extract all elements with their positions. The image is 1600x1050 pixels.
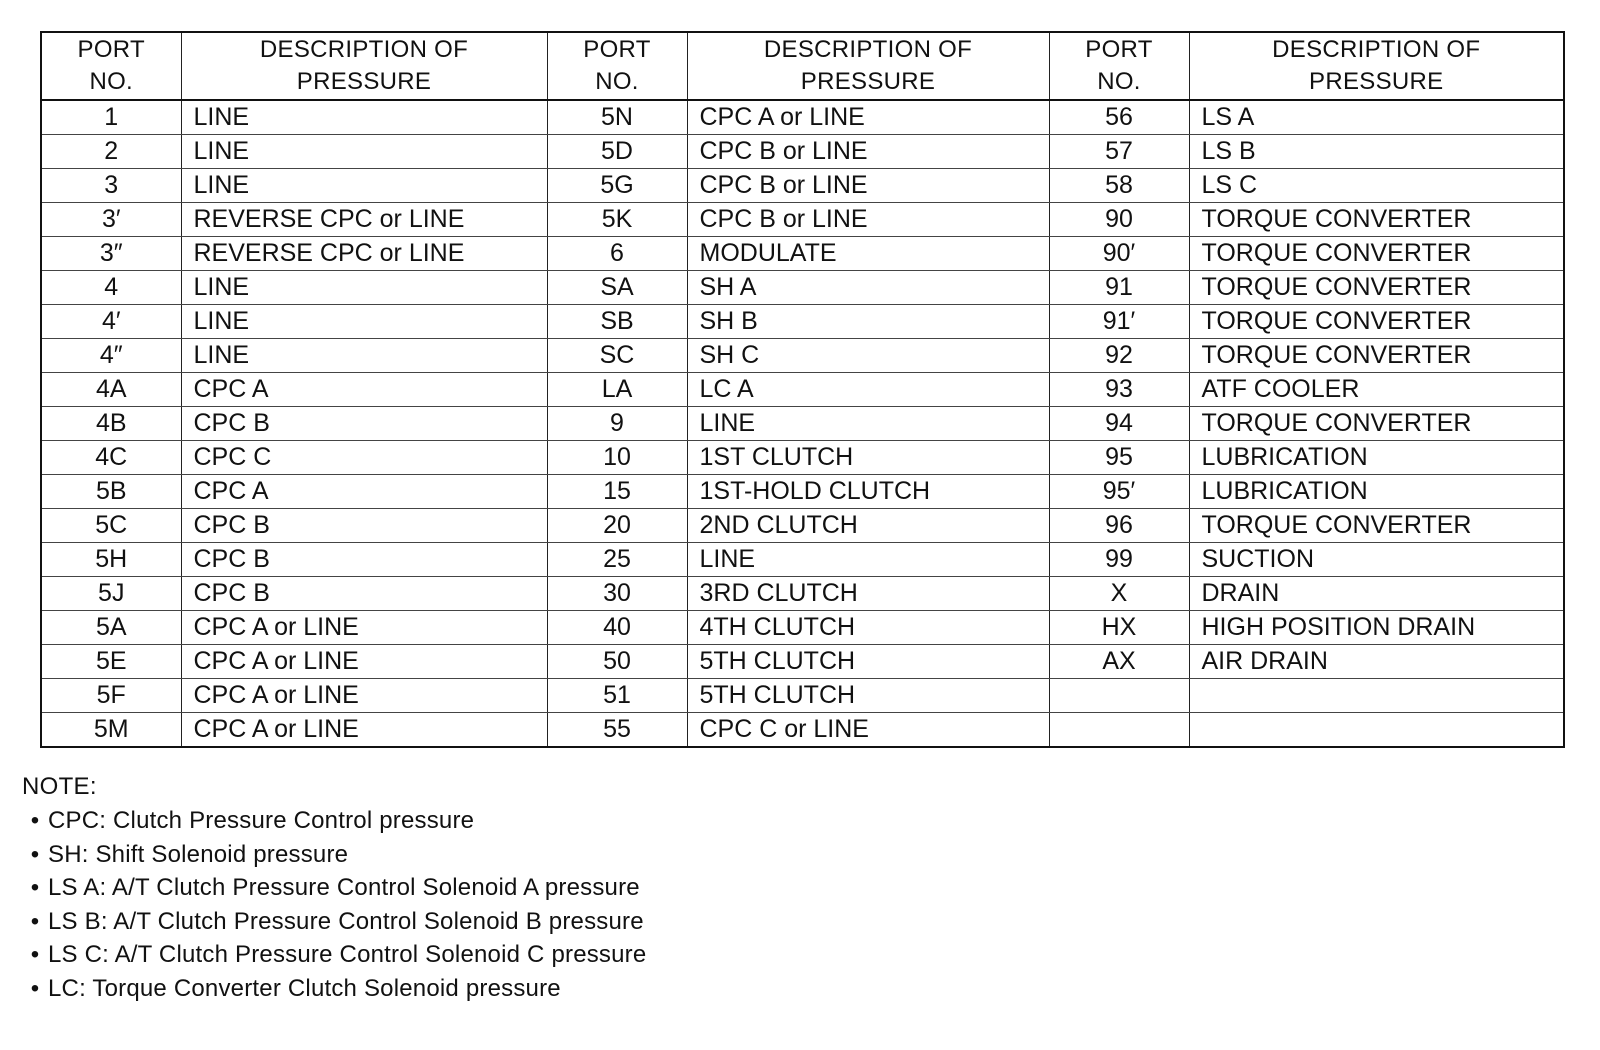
note-item: [22, 804, 1022, 838]
header-port-no-3: PORT NO.: [1049, 32, 1189, 100]
pressure-description-cell: CPC B: [181, 577, 547, 611]
note-item: [22, 972, 1022, 1006]
port-number-cell: SC: [547, 339, 687, 373]
pressure-description-cell: LS B: [1189, 135, 1564, 169]
port-number-cell: 4B: [41, 407, 181, 441]
header-description-1: DESCRIPTION OF PRESSURE: [181, 32, 547, 100]
pressure-description-cell: 1ST CLUTCH: [687, 441, 1049, 475]
note-text: LS C: A/T Clutch Pressure Control Solenoid C pressure: [48, 941, 647, 968]
pressure-description-cell: SH B: [687, 305, 1049, 339]
pressure-description-cell: REVERSE CPC or LINE: [181, 203, 547, 237]
note-text: LC: Torque Converter Clutch Solenoid pressure: [48, 974, 561, 1002]
pressure-description-cell: REVERSE CPC or LINE: [181, 237, 547, 271]
port-number-cell: 5N: [547, 100, 687, 135]
table-row: [41, 339, 1564, 373]
pressure-description-cell: TORQUE CONVERTER: [1189, 271, 1564, 305]
table-row: [41, 271, 1564, 305]
port-number-cell: 10: [547, 441, 687, 475]
pressure-description-cell: CPC A or LINE: [181, 713, 547, 748]
port-number-cell: 3″: [41, 237, 181, 271]
pressure-description-cell: 2ND CLUTCH: [687, 509, 1049, 543]
table-row: [41, 679, 1564, 713]
note-item: [22, 871, 1022, 905]
port-number-cell: LA: [547, 373, 687, 407]
note-item: [22, 905, 1022, 939]
port-number-cell: 4C: [41, 441, 181, 475]
bullet-icon: •: [30, 941, 40, 968]
pressure-description-cell: CPC A or LINE: [181, 611, 547, 645]
pressure-description-cell: CPC A or LINE: [687, 100, 1049, 135]
port-number-cell: HX: [1049, 611, 1189, 645]
port-number-cell: 40: [547, 611, 687, 645]
table-row: [41, 407, 1564, 441]
port-number-cell: 3: [41, 169, 181, 203]
pressure-description-cell: CPC A: [181, 373, 547, 407]
pressure-description-cell: LUBRICATION: [1189, 441, 1564, 475]
port-number-cell: 2: [41, 135, 181, 169]
note-text: CPC: Clutch Pressure Control pressure: [48, 807, 475, 834]
port-number-cell: AX: [1049, 645, 1189, 679]
port-number-cell: 94: [1049, 407, 1189, 441]
pressure-description-cell: MODULATE: [687, 237, 1049, 271]
port-number-cell: 4: [41, 271, 181, 305]
table-row: [41, 543, 1564, 577]
table-header-row: [41, 32, 1564, 100]
header-port-no-2: PORT NO.: [547, 32, 687, 100]
pressure-description-cell: LINE: [687, 407, 1049, 441]
port-number-cell: 1: [41, 100, 181, 135]
pressure-description-cell: ATF COOLER: [1189, 373, 1564, 407]
port-number-cell: 5M: [41, 713, 181, 748]
pressure-description-cell: CPC C or LINE: [687, 713, 1049, 748]
pressure-description-cell: CPC B or LINE: [687, 135, 1049, 169]
note-text: LS A: A/T Clutch Pressure Control Solenoid A pressure: [48, 874, 640, 901]
pressure-description-cell: CPC B or LINE: [687, 203, 1049, 237]
pressure-description-cell: CPC A or LINE: [181, 645, 547, 679]
pressure-description-cell: LINE: [181, 339, 547, 373]
table-row: [41, 509, 1564, 543]
table-row: [41, 475, 1564, 509]
pressure-description-cell: CPC B: [181, 509, 547, 543]
port-number-cell: 5F: [41, 679, 181, 713]
note-item: [22, 938, 1022, 972]
bullet-icon: •: [30, 974, 40, 1002]
port-number-cell: 90′: [1049, 237, 1189, 271]
port-number-cell: 96: [1049, 509, 1189, 543]
port-number-cell: 50: [547, 645, 687, 679]
pressure-description-cell: CPC B: [181, 407, 547, 441]
port-number-cell: 5C: [41, 509, 181, 543]
pressure-description-cell: LINE: [181, 169, 547, 203]
port-number-cell: 92: [1049, 339, 1189, 373]
pressure-description-cell: HIGH POSITION DRAIN: [1189, 611, 1564, 645]
notes-list: [22, 804, 1022, 1005]
port-number-cell: 95: [1049, 441, 1189, 475]
port-number-cell: 5E: [41, 645, 181, 679]
pressure-description-cell: 5TH CLUTCH: [687, 645, 1049, 679]
port-number-cell: 5D: [547, 135, 687, 169]
port-number-cell: 15: [547, 475, 687, 509]
pressure-description-cell: [1189, 713, 1564, 748]
port-number-cell: X: [1049, 577, 1189, 611]
port-number-cell: 5A: [41, 611, 181, 645]
port-number-cell: 9: [547, 407, 687, 441]
pressure-description-cell: LINE: [687, 543, 1049, 577]
bullet-icon: •: [30, 840, 40, 868]
pressure-description-cell: CPC C: [181, 441, 547, 475]
bullet-icon: •: [30, 874, 40, 901]
pressure-description-cell: 3RD CLUTCH: [687, 577, 1049, 611]
table-row: [41, 237, 1564, 271]
port-number-cell: 4′: [41, 305, 181, 339]
pressure-description-cell: LS C: [1189, 169, 1564, 203]
pressure-description-cell: TORQUE CONVERTER: [1189, 407, 1564, 441]
note-item: [22, 838, 1022, 872]
pressure-description-cell: LINE: [181, 135, 547, 169]
table-row: [41, 441, 1564, 475]
port-number-cell: [1049, 679, 1189, 713]
port-number-cell: 91′: [1049, 305, 1189, 339]
pressure-description-cell: AIR DRAIN: [1189, 645, 1564, 679]
pressure-description-cell: TORQUE CONVERTER: [1189, 305, 1564, 339]
note-text: SH: Shift Solenoid pressure: [48, 840, 349, 868]
port-number-cell: 3′: [41, 203, 181, 237]
table-row: [41, 577, 1564, 611]
pressure-description-cell: DRAIN: [1189, 577, 1564, 611]
table-row: [41, 305, 1564, 339]
pressure-description-cell: LS A: [1189, 100, 1564, 135]
pressure-description-cell: CPC A or LINE: [181, 679, 547, 713]
table-body: [41, 100, 1564, 747]
pressure-description-cell: CPC B: [181, 543, 547, 577]
port-number-cell: 30: [547, 577, 687, 611]
table-row: [41, 373, 1564, 407]
port-number-cell: 93: [1049, 373, 1189, 407]
table-row: [41, 100, 1564, 135]
note-text: LS B: A/T Clutch Pressure Control Solenoid B pressure: [48, 907, 644, 935]
pressure-description-cell: 4TH CLUTCH: [687, 611, 1049, 645]
port-number-cell: 5H: [41, 543, 181, 577]
pressure-description-cell: LC A: [687, 373, 1049, 407]
port-number-cell: 5G: [547, 169, 687, 203]
pressure-description-cell: SH A: [687, 271, 1049, 305]
port-number-cell: 4″: [41, 339, 181, 373]
port-number-cell: 51: [547, 679, 687, 713]
table-row: [41, 135, 1564, 169]
port-number-cell: 90: [1049, 203, 1189, 237]
pressure-description-cell: 5TH CLUTCH: [687, 679, 1049, 713]
pressure-description-cell: LINE: [181, 100, 547, 135]
pressure-description-cell: CPC A: [181, 475, 547, 509]
pressure-description-cell: LINE: [181, 271, 547, 305]
header-port-no-1: PORT NO.: [41, 32, 181, 100]
table-row: [41, 169, 1564, 203]
port-number-cell: 5K: [547, 203, 687, 237]
pressure-description-cell: TORQUE CONVERTER: [1189, 203, 1564, 237]
port-number-cell: 95′: [1049, 475, 1189, 509]
pressure-description-cell: 1ST-HOLD CLUTCH: [687, 475, 1049, 509]
pressure-description-cell: SUCTION: [1189, 543, 1564, 577]
port-number-cell: 6: [547, 237, 687, 271]
port-number-cell: 99: [1049, 543, 1189, 577]
port-number-cell: 5J: [41, 577, 181, 611]
port-number-cell: 91: [1049, 271, 1189, 305]
bullet-icon: •: [30, 907, 40, 935]
notes-title: NOTE:: [22, 773, 97, 800]
port-number-cell: [1049, 713, 1189, 748]
bullet-icon: •: [30, 807, 40, 834]
table-row: [41, 611, 1564, 645]
pressure-description-cell: SH C: [687, 339, 1049, 373]
pressure-description-cell: CPC B or LINE: [687, 169, 1049, 203]
pressure-description-cell: LINE: [181, 305, 547, 339]
port-number-cell: 56: [1049, 100, 1189, 135]
port-number-cell: SB: [547, 305, 687, 339]
table-row: [41, 203, 1564, 237]
header-description-3: DESCRIPTION OF PRESSURE: [1189, 32, 1564, 100]
port-pressure-table: [40, 31, 1565, 748]
pressure-description-cell: LUBRICATION: [1189, 475, 1564, 509]
table-row: [41, 713, 1564, 748]
port-number-cell: 5B: [41, 475, 181, 509]
pressure-description-cell: TORQUE CONVERTER: [1189, 237, 1564, 271]
port-number-cell: 4A: [41, 373, 181, 407]
port-number-cell: 25: [547, 543, 687, 577]
pressure-description-cell: [1189, 679, 1564, 713]
notes-section: [22, 770, 1022, 1005]
pressure-description-cell: TORQUE CONVERTER: [1189, 509, 1564, 543]
pressure-description-cell: TORQUE CONVERTER: [1189, 339, 1564, 373]
table-row: [41, 645, 1564, 679]
header-description-2: DESCRIPTION OF PRESSURE: [687, 32, 1049, 100]
port-number-cell: 55: [547, 713, 687, 748]
port-number-cell: 20: [547, 509, 687, 543]
port-number-cell: SA: [547, 271, 687, 305]
port-number-cell: 58: [1049, 169, 1189, 203]
port-number-cell: 57: [1049, 135, 1189, 169]
